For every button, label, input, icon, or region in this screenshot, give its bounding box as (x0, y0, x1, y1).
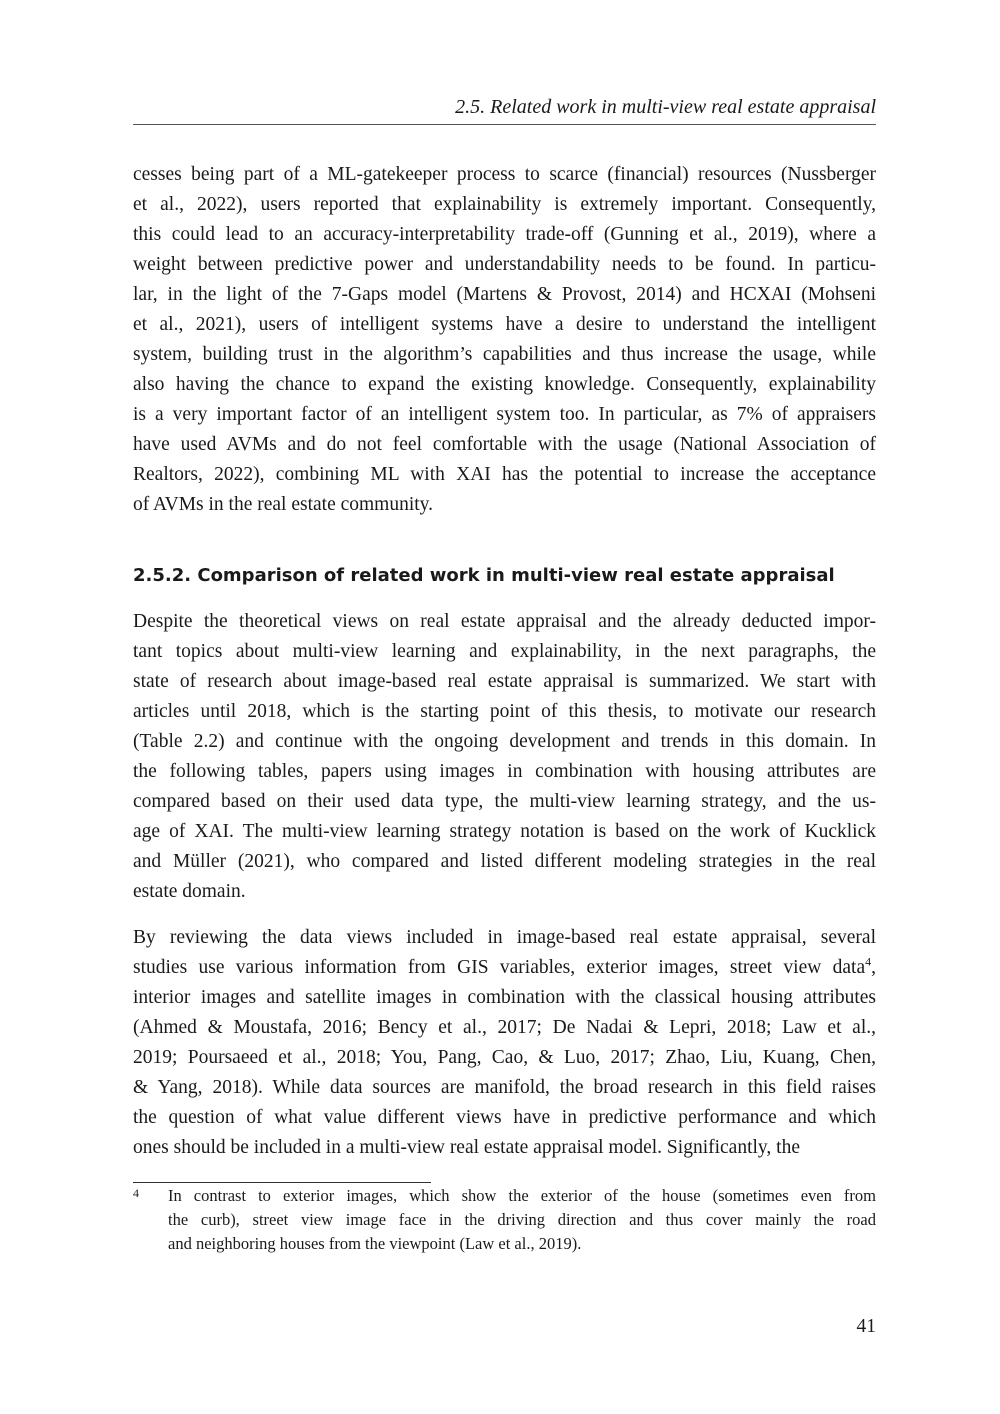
text-line: & Yang, 2018). While data sources are manifold, the broad research in this field raises (133, 1077, 876, 1098)
text-line: Realtors, 2022), combining ML with XAI has the potential to increase the acceptance (133, 464, 876, 485)
text-line: of AVMs in the real estate community. (133, 494, 434, 515)
text-line: tant topics about multi-view learning and explainability, in the next paragraphs, the (133, 641, 876, 662)
text-line: (Table 2.2) and continue with the ongoing development and trends in this domain. In (133, 731, 876, 752)
text-line: this could lead to an accuracy-interpretability trade-off (Gunning et al., 2019), where a (133, 224, 876, 245)
footnote-line: In contrast to exterior images, which show the exterior of the house (sometimes even from (168, 1186, 876, 1205)
page-number: 41 (856, 1316, 876, 1337)
paragraph-3 (133, 923, 876, 1163)
footnote-line: and neighboring houses from the viewpoint (Law et al., 2019). (168, 1234, 582, 1253)
text-line: interior images and satellite images in combination with the classical housing attributes (133, 987, 876, 1008)
text-line: ones should be included in a multi-view real estate appraisal model. Significantly, the (133, 1137, 800, 1158)
text-line: age of XAI. The multi-view learning strategy notation is based on the work of Kucklick (133, 821, 876, 842)
footnote-marker: 4 (133, 1186, 139, 1200)
text-line: et al., 2022), users reported that explainability is extremely important. Consequently, (133, 194, 876, 215)
text-line: Despite the theoretical views on real estate appraisal and the already deducted impor- (133, 611, 876, 632)
text-line: the question of what value different views have in predictive performance and which (133, 1107, 876, 1128)
text-line: cesses being part of a ML-gatekeeper process to scarce (financial) resources (Nussberger (133, 164, 876, 185)
text-line: have used AVMs and do not feel comfortable with the usage (National Association of (133, 434, 876, 455)
text-line: system, building trust in the algorithm’s capabilities and thus increase the usage, while (133, 344, 876, 365)
running-header: 2.5. Related work in multi-view real estate appraisal (455, 96, 876, 118)
footnote-line: the curb), street view image face in the driving direction and thus cover mainly the road (168, 1210, 876, 1229)
text-line: lar, in the light of the 7-Gaps model (Martens & Provost, 2014) and HCXAI (Mohseni (133, 284, 876, 305)
section-heading: 2.5.2. Comparison of related work in multi-view real estate appraisal (133, 565, 835, 586)
text-line: is a very important factor of an intelligent system too. In particular, as 7% of appraisers (133, 404, 876, 425)
header-rule (133, 124, 876, 125)
text-line: the following tables, papers using images in combination with housing attributes are (133, 761, 876, 782)
paragraph-2 (133, 607, 876, 907)
text-line: et al., 2021), users of intelligent systems have a desire to understand the intelligent (133, 314, 876, 335)
footnote (168, 1184, 876, 1256)
text-line-part: , (871, 957, 876, 978)
text-line: compared based on their used data type, the multi-view learning strategy, and the us- (133, 791, 876, 812)
text-line: By reviewing the data views included in image-based real estate appraisal, several (133, 927, 876, 948)
text-line (133, 953, 876, 983)
text-line: estate domain. (133, 881, 246, 902)
text-line: and Müller (2021), who compared and listed different modeling strategies in the real (133, 851, 876, 872)
text-line-part: studies use various information from GIS variables, exterior images, street view data (133, 957, 866, 978)
text-line: also having the chance to expand the existing knowledge. Consequently, explainability (133, 374, 876, 395)
text-line: weight between predictive power and understandability needs to be found. In particu- (133, 254, 876, 275)
text-line: articles until 2018, which is the starting point of this thesis, to motivate our research (133, 701, 876, 722)
paragraph-1 (133, 160, 876, 520)
text-line: 2019; Poursaeed et al., 2018; You, Pang, Cao, & Luo, 2017; Zhao, Liu, Kuang, Chen, (133, 1047, 876, 1068)
footnote-reference: 4 (865, 954, 872, 969)
footnote-rule (133, 1182, 431, 1183)
text-line: (Ahmed & Moustafa, 2016; Bency et al., 2017; De Nadai & Lepri, 2018; Law et al., (133, 1017, 876, 1038)
text-line: state of research about image-based real estate appraisal is summarized. We start with (133, 671, 876, 692)
